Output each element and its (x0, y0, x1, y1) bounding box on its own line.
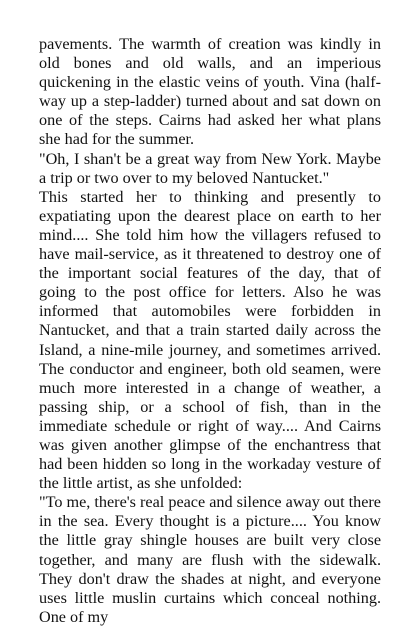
paragraph-4: "To me, there's real peace and silence away out there in the sea. Every thought is a picture.... You know the little gray shingle houses are built very close together, and many are flush with the sidewalk. They don't draw the shades at night, and everyone uses little muslin curtains which conceal nothing. One of my (39, 493, 381, 626)
paragraph-3: This started her to thinking and presently to expatiating upon the dearest place on earth to her mind.... She told him how the villagers refused to have mail-service, as it threatened to destroy one of the important social features of the day, that of going to the post office for letters. Also he was informed that automobiles were forbidden in Nantucket, and that a train started daily across the Island, a nine-mile journey, and sometimes arrived. The conductor and engineer, both old seamen, were much more interested in a change of weather, a passing ship, or a school of fish, than in the immediate schedule or right of way.... And Cairns was given another glimpse of the enchantress that had been hidden so long in the workaday vesture of the little artist, as she unfolded: (39, 187, 381, 493)
paragraph-2: "Oh, I shan't be a great way from New York. Maybe a trip or two over to my beloved Nantucket." (39, 149, 381, 187)
paragraph-1: pavements. The warmth of creation was kindly in old bones and old walls, and an imperious quickening in the elastic veins of youth. Vina (half-way up a step-ladder) turned about and sat down on one of the steps. Cairns had asked her what plans she had for the summer. (39, 35, 381, 149)
page-text (39, 35, 381, 627)
